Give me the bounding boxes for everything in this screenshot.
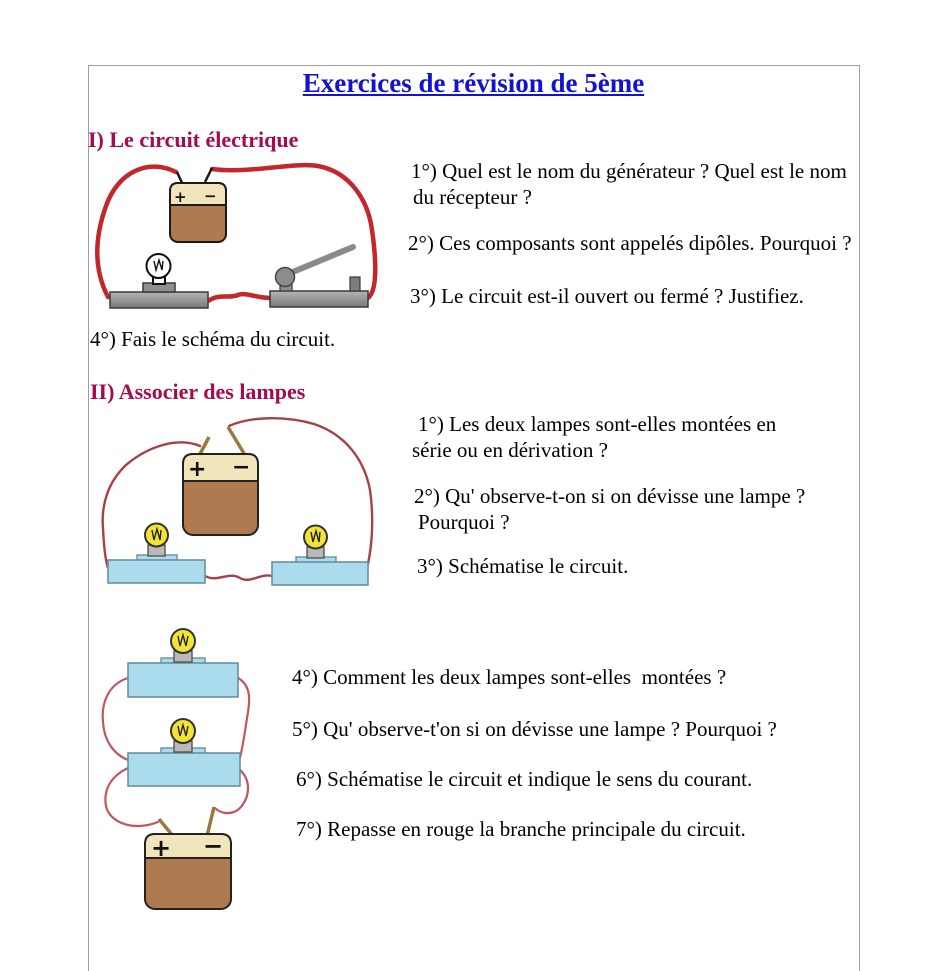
question-1-3: 3°) Le circuit est-il ouvert ou fermé ? Justifiez. xyxy=(410,284,804,308)
question-2-5: 5°) Qu' observe-t'on si on dévisse une lampe ? Pourquoi ? xyxy=(292,717,777,741)
question-2-7: 7°) Repasse en rouge la branche principale du circuit. xyxy=(296,817,746,841)
battery-minus-label: − xyxy=(204,187,217,205)
battery-icon xyxy=(170,168,226,242)
lamp-icon xyxy=(272,526,368,586)
question-1-1-line2: du récepteur ? xyxy=(413,185,532,209)
circuit-diagram-series-lamp-switch xyxy=(88,158,388,318)
battery-minus-label: − xyxy=(203,832,224,860)
wire xyxy=(97,165,375,301)
question-2-4: 4°) Comment les deux lampes sont-elles montées ? xyxy=(292,665,727,689)
question-2-2-line1: 2°) Qu' observe-t-on si on dévisse une lampe ? xyxy=(414,484,806,508)
question-2-3: 3°) Schématise le circuit. xyxy=(417,554,629,578)
question-2-1-line1: 1°) Les deux lampes sont-elles montées en xyxy=(418,412,777,436)
circuit-diagram-two-lamps-series xyxy=(96,410,386,596)
battery-plus-label: + xyxy=(151,834,172,862)
lamp-icon xyxy=(128,629,238,697)
lamp-icon xyxy=(110,254,208,308)
section-2-heading: II) Associer des lampes xyxy=(90,379,306,404)
question-2-2-line2: Pourquoi ? xyxy=(418,510,510,534)
question-1-2: 2°) Ces composants sont appelés dipôles. Pourquoi ? xyxy=(408,231,852,255)
battery-plus-label: + xyxy=(188,457,207,482)
section-1-heading: I) Le circuit électrique xyxy=(88,127,299,152)
lamp-icon xyxy=(128,719,240,786)
circuit-diagram-two-lamps-parallel xyxy=(95,610,270,922)
question-1-1-line1: 1°) Quel est le nom du générateur ? Quel est le nom xyxy=(411,159,847,183)
battery-minus-label: − xyxy=(232,455,251,480)
question-2-1-line2: série ou en dérivation ? xyxy=(412,438,608,462)
page-title: Exercices de révision de 5ème xyxy=(302,68,645,98)
question-1-4: 4°) Fais le schéma du circuit. xyxy=(90,327,336,351)
question-2-6: 6°) Schématise le circuit et indique le sens du courant. xyxy=(296,767,753,791)
battery-plus-label: + xyxy=(174,188,187,206)
switch-icon xyxy=(270,247,368,307)
